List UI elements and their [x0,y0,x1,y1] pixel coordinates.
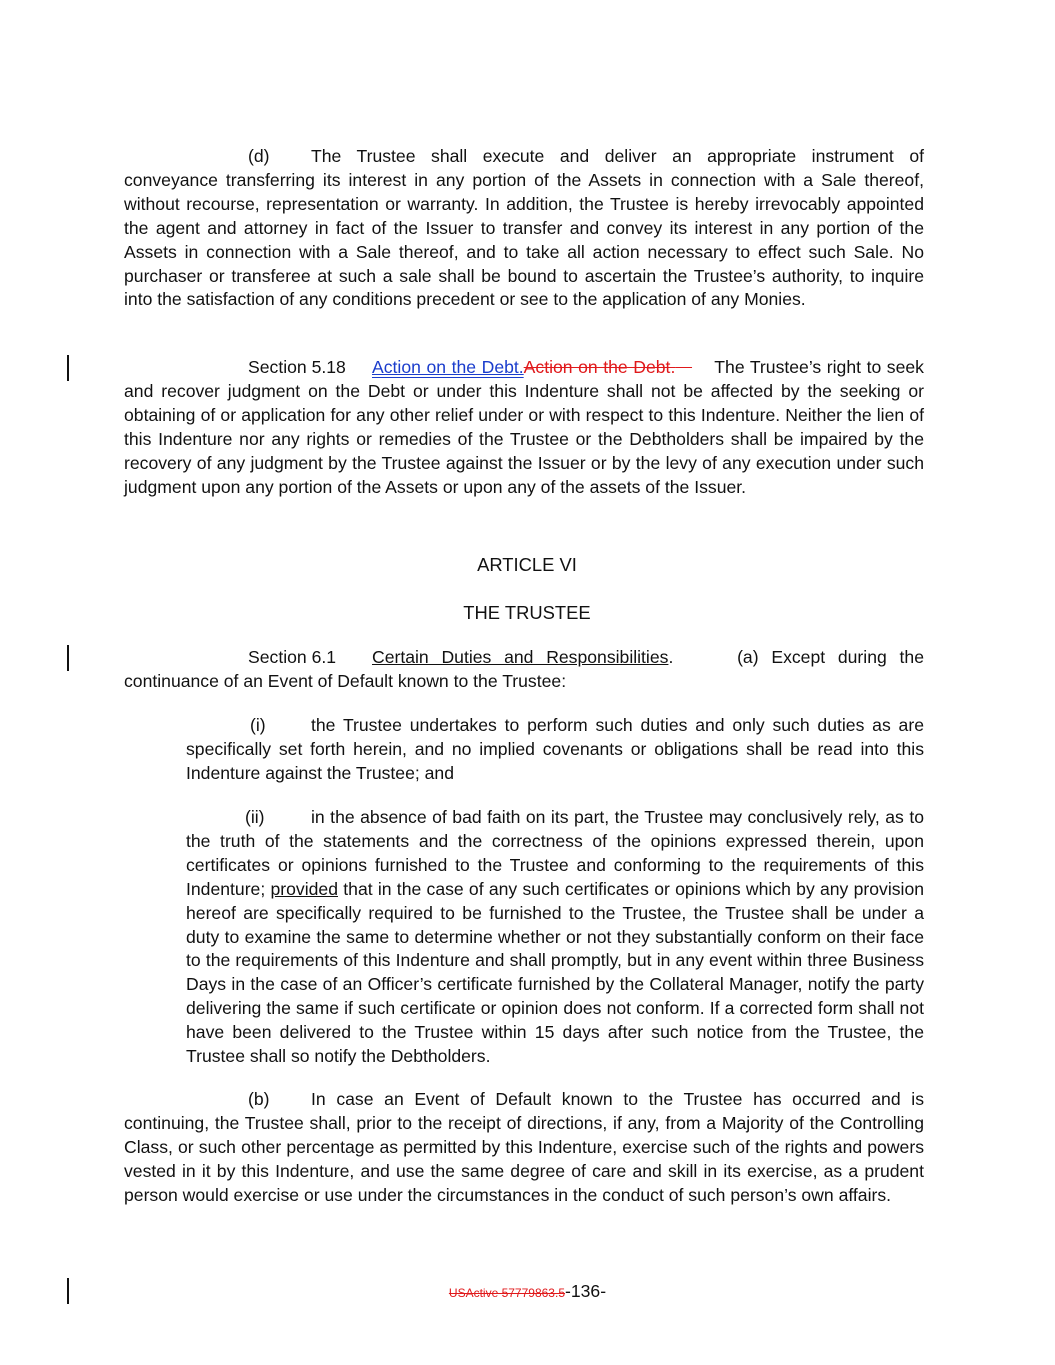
item-ii [186,806,924,1069]
item-i-label: (i) [250,715,266,735]
paragraph-b [124,1088,924,1208]
article-title: ARTICLE VI [477,554,577,575]
paragraph-b-label: (b) [248,1089,270,1109]
paragraph-b-text: In case an Event of Default known to the Trustee has occurred and is continuing, the Trustee shall, prior to the receipt of directions, if any, from a Majority of the Controlling Class, or such other percentage as permitted by this Indenture, exercise such of the rights and powers vested in it by this Indenture, and use the same degree of care and skill in its exercise, as a prudent person would exercise or use under the circumstances in the conduct of such person’s own affairs. [124,1089,924,1205]
section-5-18 [124,356,924,499]
deleted-document-id: USActive 57779863.5 [448,1286,565,1300]
inserted-section-heading: Action on the Debt. [372,357,524,377]
section-6-1-heading: Certain Duties and Responsibilities [372,647,669,667]
item-ii-label: (ii) [245,807,265,827]
item-ii-text-after: that in the case of any such certificates or opinions which by any provision hereof are specifically required to be furnished to the Trustee, the Trustee shall be under a duty to examine the same to determine whether or not they substantially conform on their face to the requirements of this Indenture and shall promptly, but in any event within three Business Days in the case of an Officer’s certificate furnished by the Collateral Manager, notify the party delivering the same if such certificate or opinion does not conform. If a corrected form shall not have been delivered to the Trustee within 15 days after such notice from the Trustee, the Trustee shall so notify the Debtholders. [186,878,925,1067]
item-i-text: the Trustee undertakes to perform such duties and only such duties as are specifically set forth herein, and no implied covenants or obligations shall be read into this Indenture against the Trustee; and [186,715,924,783]
page-number: -136- [565,1281,607,1301]
page-footer [0,1280,1055,1306]
section-6-1-number: Section 6.1 [248,647,337,667]
paragraph-d-text: The Trustee shall execute and deliver an appropriate instrument of conveyance transferring its interest in any portion of the Assets in connection with a Sale thereof, without recourse, representation or warranty. In addition, the Trustee is hereby irrevocably appointed the agent and attorney in fact of the Issuer to transfer and convey its interest in any portion of the Assets in connection with a Sale thereof, and to take all action necessary to effect such Sale. No purchaser or transferee at such a sale shall be bound to ascertain the Trustee’s authority, to inquire into the satisfaction of any conditions precedent or see to the application of any Monies. [124,146,924,310]
paragraph-d-label: (d) [248,146,270,166]
section-6-1-intro: (a) Except during the continuance of an Event of Default known to the Trustee: [124,647,924,691]
section-5-18-text: The Trustee’s right to seek and recover judgment on the Debt or under this Indenture shall not be affected by the seeking or obtaining of or application for any other relief under or with respect to this Indenture. Neither the lien of this Indenture nor any rights or remedies of the Trustee or the Debtholders shall be impaired by the recovery of any judgment by the Trustee against the Issuer or by the levy of any execution under such judgment upon any portion of the Assets or upon any of the assets of the Issuer. [124,357,924,497]
item-ii-text-before: in the absence of bad faith on its part, the Trustee may conclusively rely, as to the truth of the statements and the correctness of the opinions expressed therein, upon certificates or opinions furnished to the Trustee and conforming to the requirements of this Indenture; [186,807,924,899]
change-bar [67,645,69,671]
paragraph-d [124,145,924,312]
deleted-section-heading: Action on the Debt. [523,357,676,377]
section-6-1: Section 6.1 Certain Duties and Responsibilities. (a) Except during the continuance of an Event of Default known to the Trustee: [124,647,924,691]
item-i [186,714,924,786]
article-subtitle: THE TRUSTEE [463,602,591,623]
change-bar [67,355,69,381]
provided-term: provided [270,878,338,899]
section-5-18-number: Section 5.18 [248,357,346,377]
